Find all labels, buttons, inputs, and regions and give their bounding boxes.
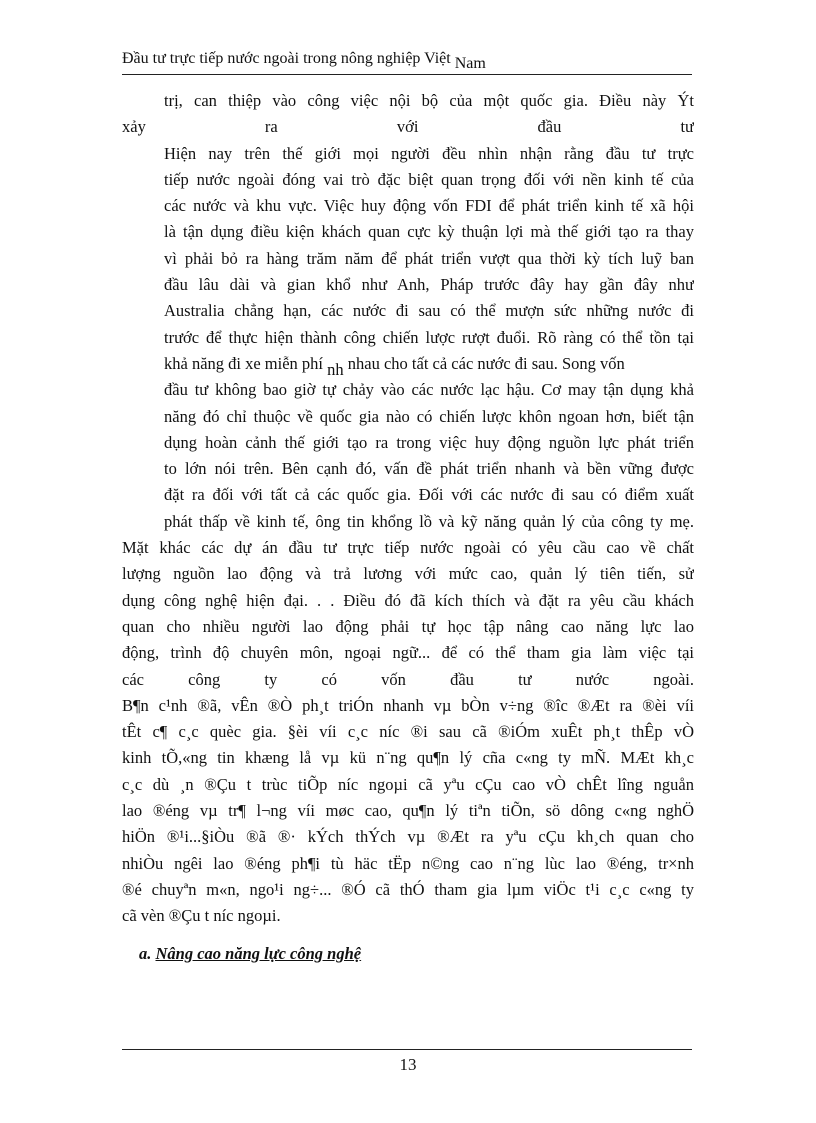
text-line: kinh tÕ,«ng tin khæng lå vµ kü n¨ng qu¶n lý cña c«ng ty mÑ. MÆt kh¸c [122, 748, 694, 768]
footer-divider [122, 1049, 692, 1050]
text-line: động, trình độ chuyên môn, ngoại ngữ... để có thể tham gia làm việc tại [122, 643, 694, 663]
text-line: quan cho nhiều người lao động phải tự học tập nâng cao năng lực lao [122, 616, 694, 636]
text-line: nhiÒu ngêi lao ®éng ph¶i tù häc tËp n©ng cao n¨ng lùc lao ®éng, tr×nh [122, 853, 694, 873]
section-title: Nâng cao năng lực công nghệ [155, 944, 362, 963]
body-text [122, 88, 694, 930]
text-line: phát thấp về kinh tế, ông tin khổng lồ và kỹ năng quản lý của công ty mẹ. [164, 511, 694, 531]
header-text: Đầu tư trực tiếp nước ngoài trong nông nghiệp Việt [122, 50, 451, 67]
text-line-sub: nh [327, 359, 344, 379]
text-line-part: khả năng đi xe miễn phí [164, 353, 324, 373]
text-line: lượng nguồn lao động và trả lương với mức cao, quản lý tiên tiến, sử [122, 564, 694, 584]
text-line: c¸c dù ¸n ®Çu t trùc tiÕp níc ngoµi cã yªu cÇu cao vÒ chÊt lîng nguån [122, 774, 694, 794]
text-line: là tận dụng điều kiện khách quan cực kỳ thuận lợi mà thế giới tạo ra thay [164, 222, 694, 242]
section-marker: a. [139, 944, 152, 963]
text-line-part: nhau cho tất cả các nước đi sau. Song vốn [347, 353, 625, 373]
text-line: đặt ra đối với tất cả các quốc gia. Đối với các nước đi sau có điểm xuất [164, 485, 694, 505]
running-header [122, 50, 692, 75]
text-line: to lớn nói trên. Bên cạnh đó, vấn đề phát triển nhanh và bền vững được [164, 459, 694, 479]
text-line: đầu lâu dài và gian khổ như Anh, Pháp trước đây hay gần đây như [164, 275, 694, 295]
text-line: tiếp nước ngoài đóng vai trò đặc biệt quan trọng đối với nền kinh tế của [164, 169, 694, 189]
text-line: các công ty có vốn đầu tư nước ngoài. [122, 669, 694, 689]
text-line: Mặt khác các dự án đầu tư trực tiếp nước ngoài có yêu cầu cao về chất [122, 538, 694, 558]
header-text-sub: Nam [454, 55, 486, 72]
text-line: hiÖn ®¹i...§iÒu ®ã ®· kÝch thÝch vµ ®Æt ra yªu cÇu kh¸ch quan cho [122, 827, 694, 847]
text-line [122, 351, 694, 377]
text-line: năng đó chỉ thuộc về quốc gia nào có chiến lược khôn ngoan hơn, biết tận [164, 406, 694, 426]
text-line: ®é chuyªn m«n, ngo¹i ng÷... ®Ó cã thÓ tham gia lµm viÖc t¹i c¸c c«ng ty [122, 879, 694, 899]
text-line: Australia chẳng hạn, các nước đi sau có thể mượn sức những nước đi [164, 301, 694, 321]
text-line: lao ®éng vµ tr¶ l¬ng víi møc cao, qu¶n lý tiªn tiÕn, sö dông c«ng nghÖ [122, 801, 694, 821]
text-line: xảy ra với đầu tư [122, 117, 694, 137]
text-line: trị, can thiệp vào công việc nội bộ của một quốc gia. Điều này Ýt [164, 91, 694, 110]
text-line: B¶n c¹nh ®ã, vÊn ®Ò ph¸t triÓn nhanh vµ bÒn v÷ng ®îc ®Æt ra ®èi víi [122, 695, 694, 715]
text-line: cã vèn ®Çu t níc ngoµi. [122, 906, 281, 926]
text-line: đầu tư không bao giờ tự chảy vào các nước lạc hậu. Cơ may tận dụng khả [164, 380, 694, 400]
text-line: dụng công nghệ hiện đại. . . Điều đó đã kích thích và đặt ra yêu cầu khách [122, 590, 694, 610]
page-number: 13 [399, 1055, 417, 1074]
section-heading [139, 944, 361, 964]
text-line: các nước và khu vực. Việc huy động vốn FDI để phát triển kinh tế xã hội [164, 196, 694, 216]
text-line: Hiện nay trên thế giới mọi người đều nhìn nhận rằng đầu tư trực [164, 143, 694, 163]
text-line: dụng hoàn cảnh thế giới tạo ra trong việc huy động nguồn lực phát triển [164, 432, 694, 452]
text-line: vì phải bỏ ra hàng trăm năm để phát triển vượt qua thời kỳ tích luỹ ban [164, 248, 694, 268]
text-line: trước để thực hiện thành công chiến lược rượt đuổi. Rõ ràng có thể tồn tại [164, 327, 694, 347]
text-line: tÊt c¶ c¸c quèc gia. §èi víi c¸c níc ®i sau cã ®iÓm xuÊt ph¸t thÊp vÒ [122, 722, 694, 742]
